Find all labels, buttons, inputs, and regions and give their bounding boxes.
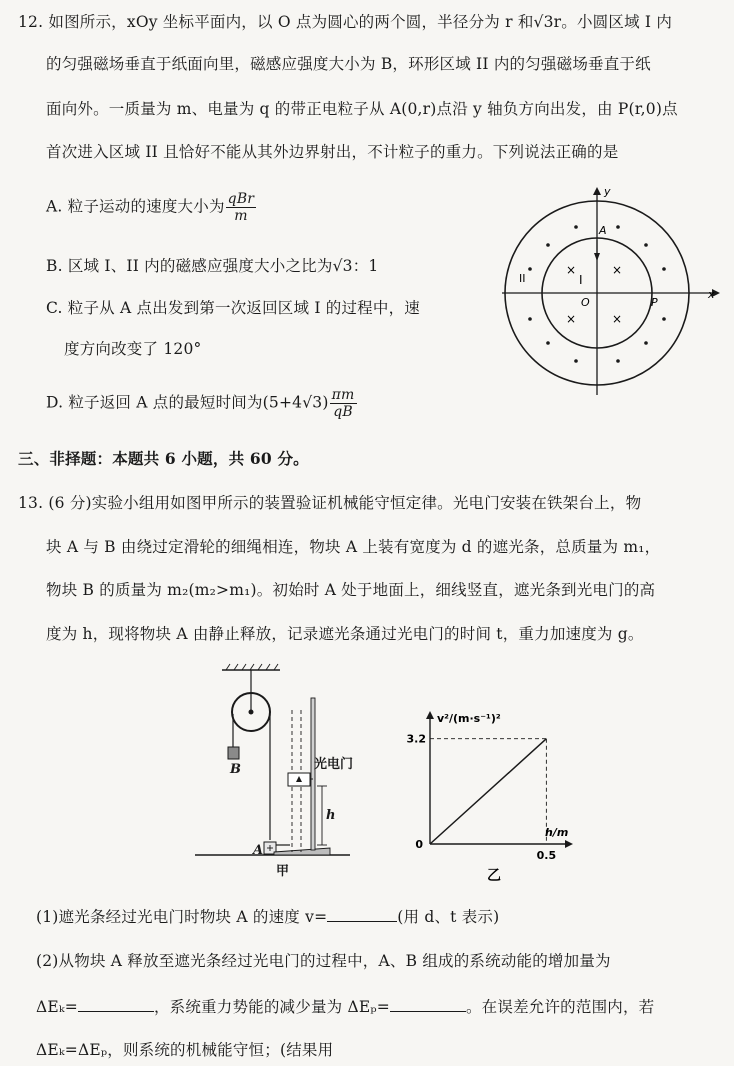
section-3-heading: 三、非择题：本题共 6 小题，共 60 分。 bbox=[18, 449, 309, 468]
q13-line-1: 13. (6 分)实验小组用如图甲所示的装置验证机械能守恒定律。光电门安装在铁架台上，物 bbox=[18, 494, 642, 512]
q13-line-3: 物块 B 的质量为 m₂(m₂>m₁)。初始时 A 处于地面上，细线竖直，遮光条到光电门的高 bbox=[46, 581, 656, 599]
photo-gate-label: 光电门 bbox=[314, 757, 354, 772]
q12-line-2: 的匀强磁场垂直于纸面向里，磁感应强度大小为 B，环形区域 II 内的匀强磁场垂直于纸 bbox=[46, 55, 651, 73]
field-dot-icon bbox=[662, 267, 666, 271]
option-d-fraction: $\frac{\pi m}{qB}$ bbox=[331, 387, 355, 420]
graph-x-arrow bbox=[565, 840, 573, 848]
graph-xtick-label: 0.5 bbox=[536, 849, 557, 862]
field-cross-icon: × bbox=[612, 312, 623, 326]
answer-blank-delta-ep[interactable] bbox=[390, 997, 466, 1012]
field-dot-icon bbox=[662, 317, 666, 321]
q13-line-2: 块 A 与 B 由绕过定滑轮的细绳相连，物块 A 上装有宽度为 d 的遮光条，总质量为 m₁， bbox=[46, 538, 661, 556]
q13-sub2-line-2 bbox=[36, 995, 654, 1017]
q12-option-a bbox=[46, 192, 257, 223]
option-d-text: D. 粒子返回 A 点的最短时间为(5+4√3) bbox=[46, 393, 329, 412]
figure-jia-caption: 甲 bbox=[276, 864, 290, 879]
x-axis-label: x bbox=[708, 288, 715, 301]
delta-ep-text: ，系统重力势能的减少量为 ΔEₚ= bbox=[153, 998, 390, 1016]
graph-y-label: v²/(m·s⁻¹)² bbox=[437, 712, 501, 725]
block-b bbox=[228, 747, 239, 759]
origin-label: O bbox=[581, 296, 590, 309]
point-p-label: P bbox=[651, 296, 658, 309]
q12-line-4: 首次进入区域 II 且恰好不能从其外边界射出，不计粒子的重力。下列说法正确的是 bbox=[46, 143, 619, 161]
graph-x-label: h/m bbox=[545, 826, 569, 839]
delta-ek-label: ΔEₖ= bbox=[36, 998, 78, 1016]
field-dot-icon bbox=[528, 317, 532, 321]
magnetic-field-figure bbox=[500, 185, 726, 400]
answer-blank-delta-ek[interactable] bbox=[78, 997, 154, 1012]
q12-option-b: B. 区域 I、II 内的磁感应强度大小之比为√3：1 bbox=[46, 257, 379, 275]
q13-sub1-prefix: (1)遮光条经过光电门时物块 A 的速度 v= bbox=[36, 908, 328, 926]
q13-sub2-tail: 。在误差允许的范围内，若 bbox=[465, 998, 655, 1016]
graph-ytick-label: 3.2 bbox=[406, 732, 426, 746]
answer-blank-velocity[interactable] bbox=[327, 907, 397, 922]
stand-base bbox=[274, 848, 330, 855]
graph-caption: 乙 bbox=[487, 868, 501, 884]
field-dot-icon bbox=[528, 267, 532, 271]
region-ii-label: II bbox=[519, 272, 526, 285]
field-dot-icon bbox=[546, 243, 550, 247]
field-dot-icon bbox=[644, 341, 648, 345]
q12-option-d bbox=[46, 388, 358, 419]
q13-sub2-line-1: (2)从物块 A 释放至遮光条经过光电门的过程中，A、B 组成的系统动能的增加量为 bbox=[36, 952, 611, 970]
q12-line-1: 12. 如图所示，xOy 坐标平面内，以 O 点为圆心的两个圆，半径分为 r 和√3r。小圆区域 I 内 bbox=[18, 13, 673, 31]
field-dot-icon bbox=[616, 359, 620, 363]
option-a-text: A. 粒子运动的速度大小为 bbox=[46, 197, 225, 216]
height-h-label: h bbox=[326, 808, 336, 823]
y-axis-label: y bbox=[604, 185, 611, 198]
q12-option-c-1: C. 粒子从 A 点出发到第一次返回区域 I 的过程中，速 bbox=[46, 299, 420, 317]
block-b-label: B bbox=[230, 762, 241, 777]
field-cross-icon: × bbox=[566, 312, 577, 326]
q12-option-c-2: 度方向改变了 120° bbox=[64, 340, 202, 358]
graph-origin-label: 0 bbox=[415, 838, 423, 851]
field-dot-icon bbox=[616, 225, 620, 229]
field-dot-icon bbox=[574, 359, 578, 363]
field-dot-icon bbox=[644, 243, 648, 247]
q12-line-3: 面向外。一质量为 m、电量为 q 的带正电粒子从 A(0,r)点沿 y 轴负方向出发，由 P(r,0)点 bbox=[46, 100, 678, 118]
stand-pole bbox=[311, 698, 315, 850]
v2-h-graph bbox=[395, 705, 585, 895]
block-a-label: A bbox=[253, 843, 264, 858]
y-axis-arrow bbox=[593, 187, 601, 195]
apparatus-figure bbox=[190, 662, 365, 884]
q13-sub1 bbox=[36, 905, 499, 927]
q13-sub2-line-3: ΔEₖ=ΔEₚ，则系统的机械能守恒；(结果用 bbox=[36, 1041, 334, 1059]
field-dot-icon bbox=[546, 341, 550, 345]
q13-sub1-suffix: (用 d、t 表示) bbox=[397, 908, 500, 926]
option-a-fraction: $\frac{\text{qBr}}{m}$ bbox=[227, 191, 255, 224]
velocity-arrowhead bbox=[594, 253, 600, 261]
point-a-label: A bbox=[599, 224, 607, 237]
graph-y-arrow bbox=[426, 711, 434, 719]
field-cross-icon: × bbox=[566, 263, 577, 277]
field-dot-icon bbox=[574, 225, 578, 229]
region-i-label: I bbox=[579, 273, 583, 287]
pulley-axle bbox=[249, 710, 254, 715]
field-cross-icon: × bbox=[612, 263, 623, 277]
q13-line-4: 度为 h，现将物块 A 由静止释放，记录遮光条通过光电门的时间 t，重力加速度为 g。 bbox=[46, 625, 644, 643]
graph-data-line bbox=[430, 739, 546, 844]
